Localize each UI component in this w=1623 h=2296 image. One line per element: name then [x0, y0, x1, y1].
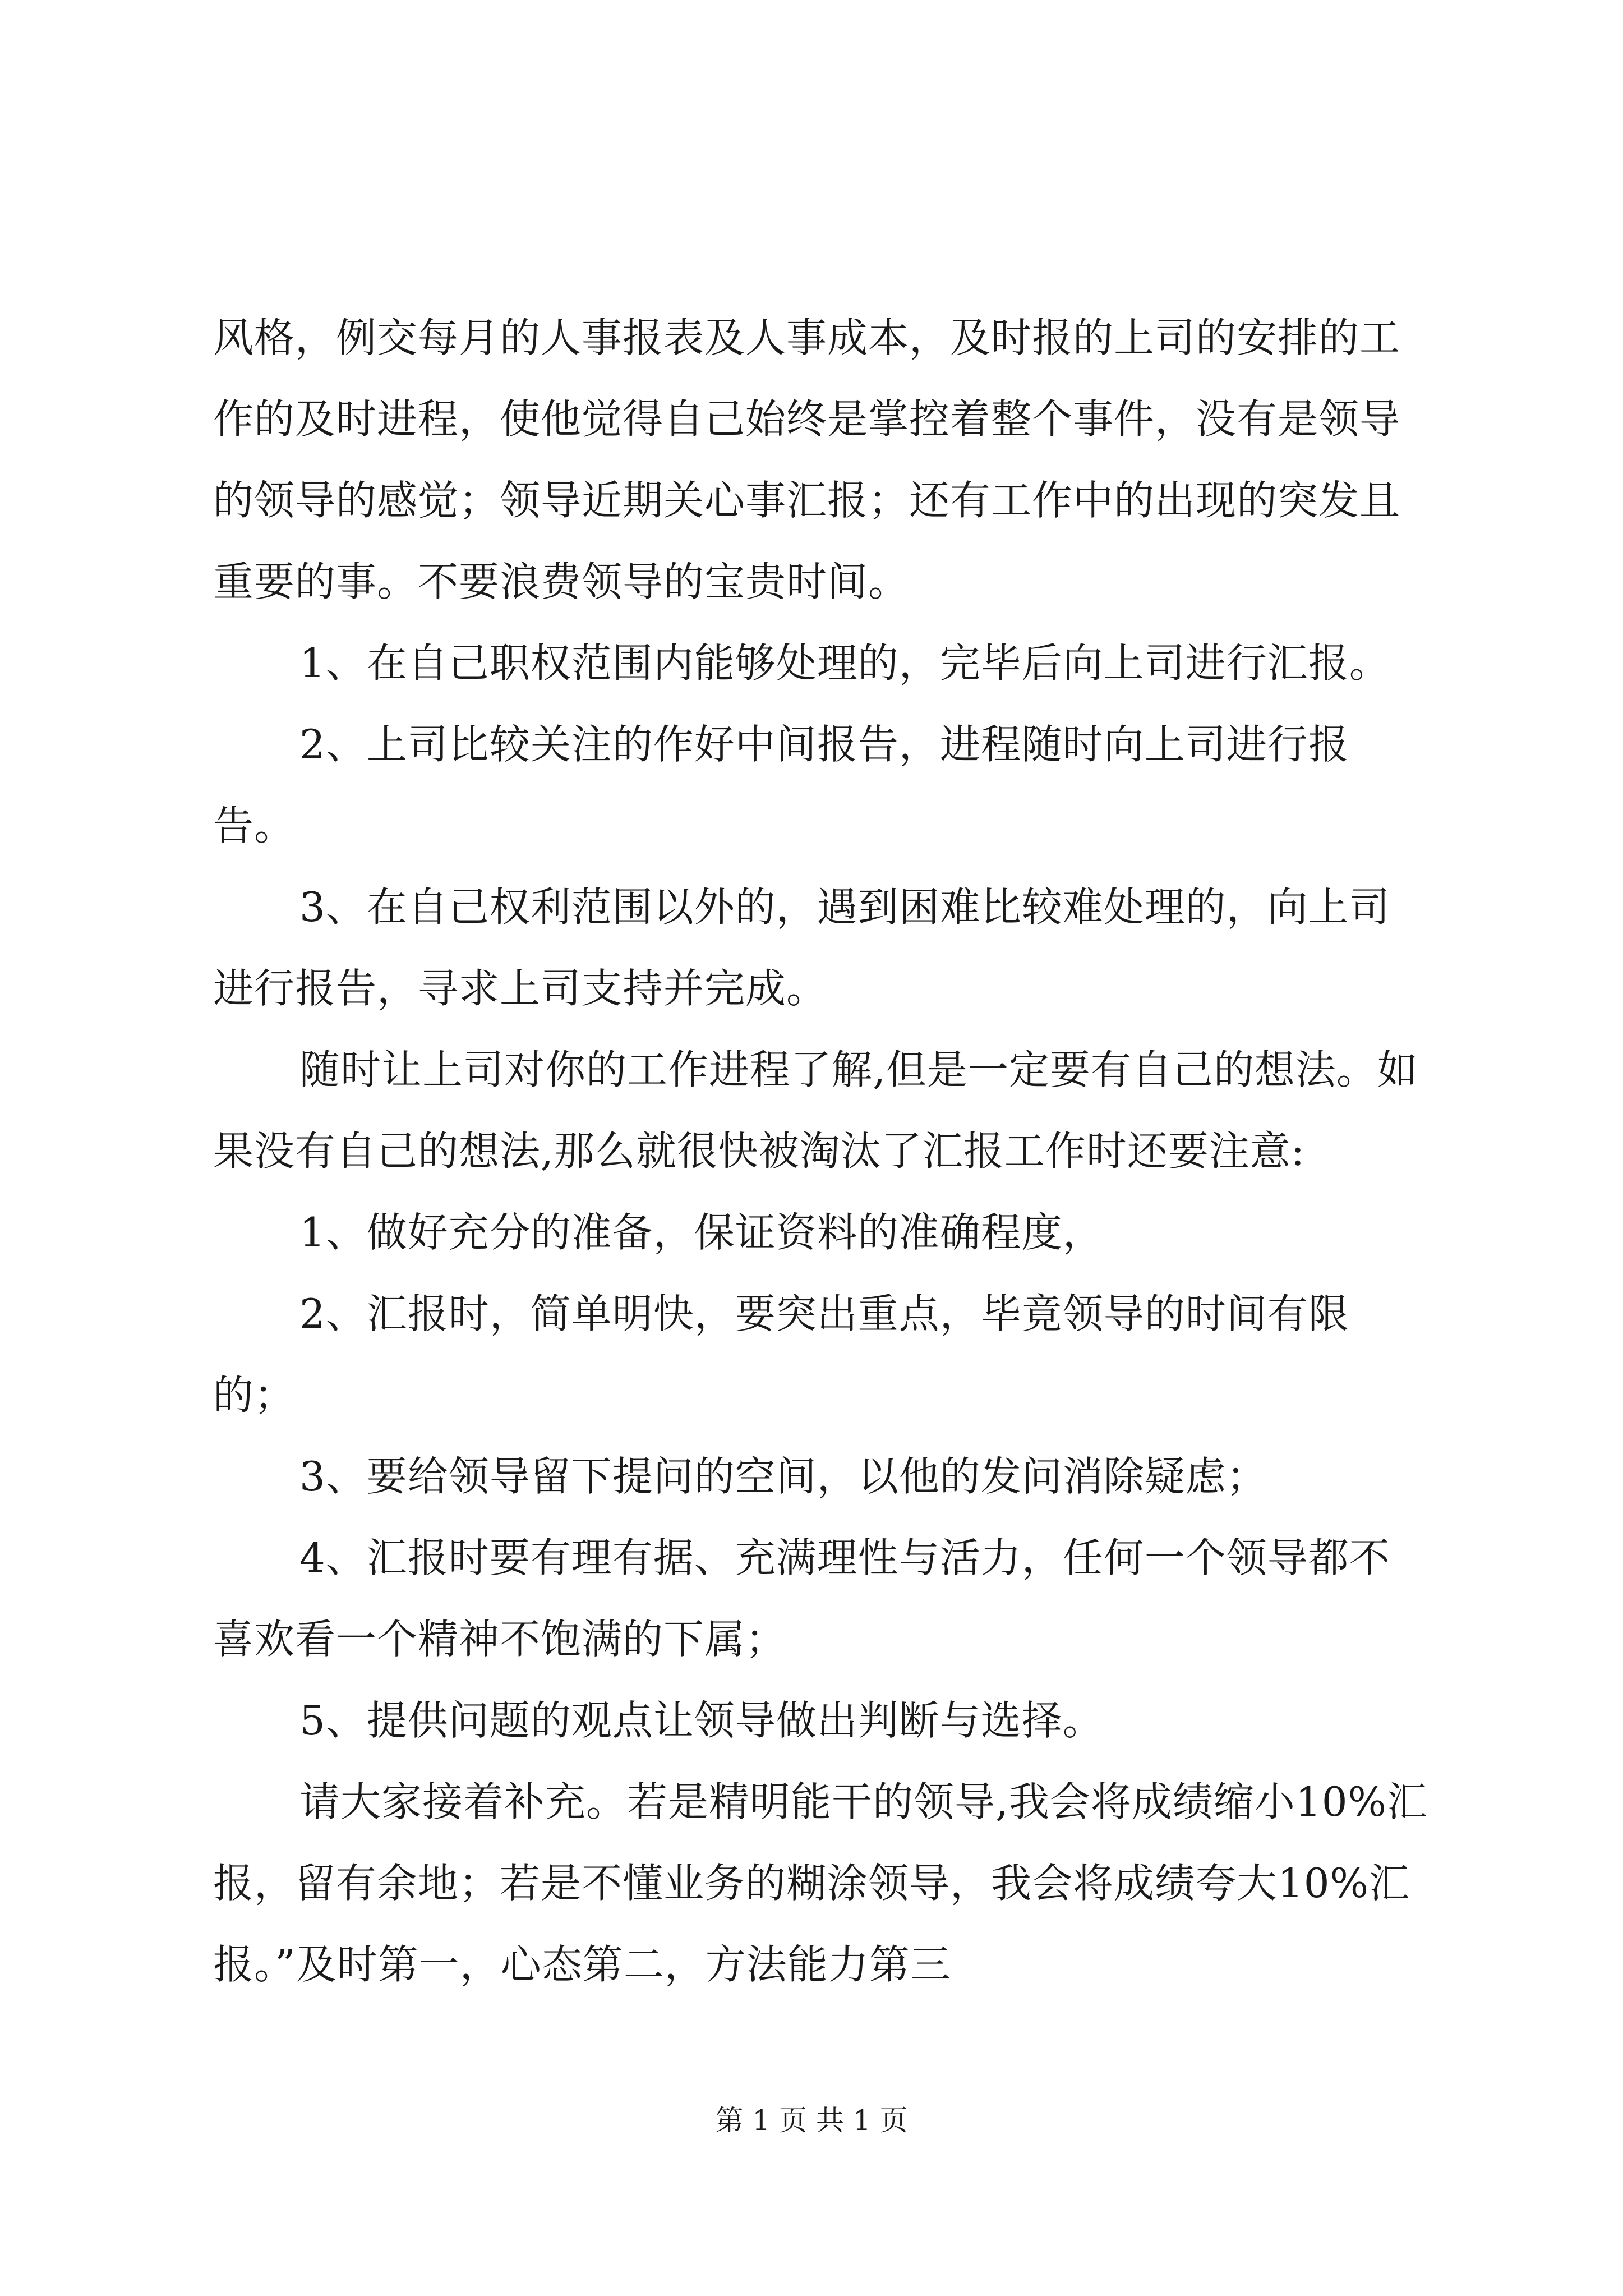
list-item-prepare: 1、做好充分的准备，保证资料的准确程度， — [299, 1209, 1104, 1256]
document-body — [213, 297, 1430, 2005]
list-item-concise: 2、汇报时，简单明快，要突出重点，毕竟领导的时间有限的； — [213, 1290, 1349, 1419]
paragraph-closing: 请大家接着补充。若是精明能干的领导,我会将成绩缩小10%汇报，留有余地；若是不懂业务的糊涂领导，我会将成绩夸大10%汇报。”及时第一，心态第二，方法能力第三 — [213, 1778, 1428, 1988]
list-item-report-outside-authority: 3、在自己权利范围以外的，遇到困难比较难处理的，向上司进行报告，寻求上司支持并完成。 — [213, 884, 1390, 1012]
page-footer: 第 1 页 共 1 页 — [715, 2104, 908, 2137]
list-item-interim-report: 2、上司比较关注的作好中间报告，进程随时向上司进行报告。 — [213, 721, 1349, 849]
list-item-provide-viewpoints: 5、提供问题的观点让领导做出判断与选择。 — [299, 1697, 1104, 1744]
paragraph-keep-informed: 随时让上司对你的工作进程了解,但是一定要有自己的想法。如果没有自己的想法,那么就很快被淘汰了汇报工作时还要注意: — [213, 1046, 1418, 1175]
list-item-report-within-authority: 1、在自己职权范围内能够处理的，完毕后向上司进行汇报。 — [299, 639, 1390, 687]
paragraph-intro: 风格，例交每月的人事报表及人事成本，及时报的上司的安排的工作的及时进程，使他觉得自己始终是掌控着整个事件，没有是领导的领导的感觉；领导近期关心事汇报；还有工作中的出现的突发且重要的事。不要浪费领导的宝贵时间。 — [213, 314, 1401, 605]
list-item-evidence: 4、汇报时要有理有据、充满理性与活力，任何一个领导都不喜欢看一个精神不饱满的下属； — [213, 1534, 1390, 1663]
list-item-leave-questions: 3、要给领导留下提问的空间，以他的发问消除疑虑； — [299, 1453, 1267, 1500]
